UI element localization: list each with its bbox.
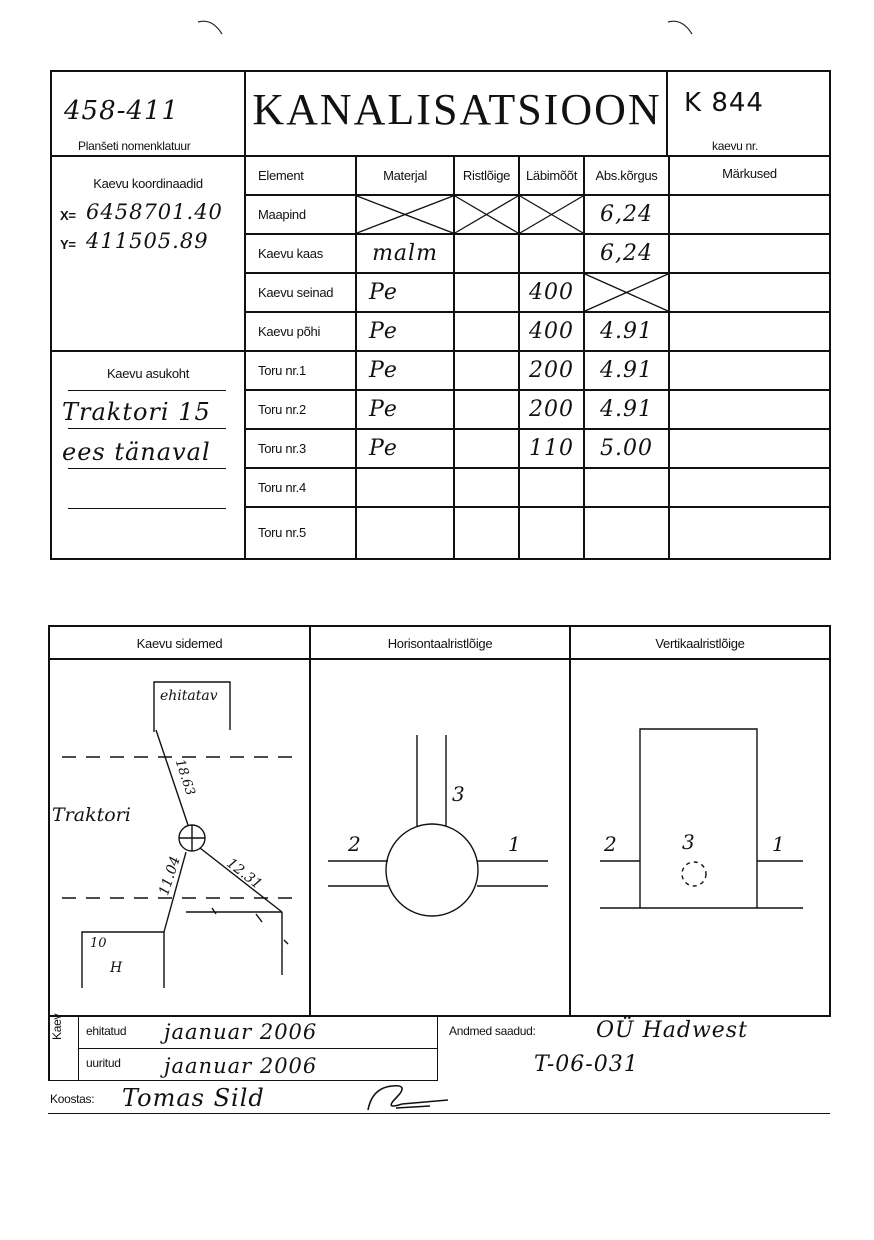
building-label: ehitatav xyxy=(160,688,218,704)
header-abs: Abs.kõrgus xyxy=(595,168,658,183)
x-label: X= xyxy=(60,208,76,223)
distance-left: 11.04 xyxy=(156,854,184,898)
panel-title-vertical: Vertikaalristlõige xyxy=(655,636,745,651)
row-element: Toru nr.2 xyxy=(258,402,306,417)
header-diameter: Läbimõõt xyxy=(525,168,578,183)
row-element: Toru nr.1 xyxy=(258,363,306,378)
row-element: Toru nr.3 xyxy=(258,441,306,456)
street-label: Traktori xyxy=(52,804,131,826)
vertical-pipe-label-3: 3 xyxy=(682,830,696,854)
header-material: Materjal xyxy=(383,168,427,183)
row-material: malm xyxy=(372,241,438,266)
vertical-pipe-label-1: 1 xyxy=(772,832,786,856)
row-abs: 4.91 xyxy=(600,397,653,422)
kaev-label: Kaev xyxy=(50,1013,64,1040)
row-diameter: 110 xyxy=(529,436,574,461)
location-line-2: ees tänaval xyxy=(62,438,211,466)
data-source-value: OÜ Hadwest xyxy=(596,1018,748,1043)
y-value: 411505.89 xyxy=(86,229,209,253)
pipe-label-2: 2 xyxy=(348,832,362,856)
row-abs: 6,24 xyxy=(600,202,653,227)
location-line-1: Traktori 15 xyxy=(62,398,211,426)
row-abs: 6,24 xyxy=(600,241,653,266)
row-abs: 5.00 xyxy=(600,436,653,461)
row-element: Kaevu põhi xyxy=(258,324,321,339)
row-element: Kaevu seinad xyxy=(258,285,334,300)
row-material: Pe xyxy=(369,280,398,305)
page-title: KANALISATSIOON xyxy=(252,85,662,134)
row-abs: 4.91 xyxy=(600,358,653,383)
house-letter: H xyxy=(110,960,123,976)
header-element: Element xyxy=(258,168,304,183)
row-element: Toru nr.4 xyxy=(258,480,306,495)
row-diameter: 200 xyxy=(529,397,574,422)
distance-up: 18.63 xyxy=(171,757,198,798)
panel-title-connections: Kaevu sidemed xyxy=(136,636,223,651)
row-material: Pe xyxy=(369,436,398,461)
header-notes: Märkused xyxy=(722,165,777,181)
row-element: Kaevu kaas xyxy=(258,246,323,261)
plansheet-label: Planšeti nomenklatuur xyxy=(78,139,191,153)
measured-label: uuritud xyxy=(86,1056,121,1070)
data-source-code: T-06-031 xyxy=(534,1052,639,1077)
author-label: Koostas: xyxy=(50,1092,95,1106)
data-source-label: Andmed saadud: xyxy=(449,1024,536,1038)
row-diameter: 400 xyxy=(529,319,574,344)
y-label: Y= xyxy=(60,237,76,252)
pipe-label-3: 3 xyxy=(452,782,466,806)
x-value: 6458701.40 xyxy=(86,200,223,224)
row-element: Maapind xyxy=(258,207,306,222)
header-cross: Ristlõige xyxy=(462,168,511,183)
vertical-pipe-label-2: 2 xyxy=(604,832,618,856)
row-material: Pe xyxy=(369,397,398,422)
row-diameter: 200 xyxy=(529,358,574,383)
house-number: 10 xyxy=(90,936,107,951)
distance-right: 12.31 xyxy=(223,855,265,893)
plansheet-value: 458-411 xyxy=(64,96,180,126)
row-material: Pe xyxy=(369,319,398,344)
built-label: ehitatud xyxy=(86,1024,127,1038)
pipe-label-1: 1 xyxy=(508,832,522,856)
row-abs: 4.91 xyxy=(600,319,653,344)
measured-value: jaanuar 2006 xyxy=(164,1054,318,1078)
well-number-label: kaevu nr. xyxy=(712,139,758,153)
coords-label: Kaevu koordinaadid xyxy=(93,176,203,191)
built-value: jaanuar 2006 xyxy=(164,1020,318,1044)
row-element: Toru nr.5 xyxy=(258,524,306,540)
row-material: Pe xyxy=(369,358,398,383)
panel-title-horizontal: Horisontaalristlõige xyxy=(387,636,493,651)
author-value: Tomas Sild xyxy=(122,1084,265,1112)
well-number-value: K 844 xyxy=(684,88,764,118)
row-diameter: 400 xyxy=(529,280,574,305)
location-label: Kaevu asukoht xyxy=(106,366,190,381)
